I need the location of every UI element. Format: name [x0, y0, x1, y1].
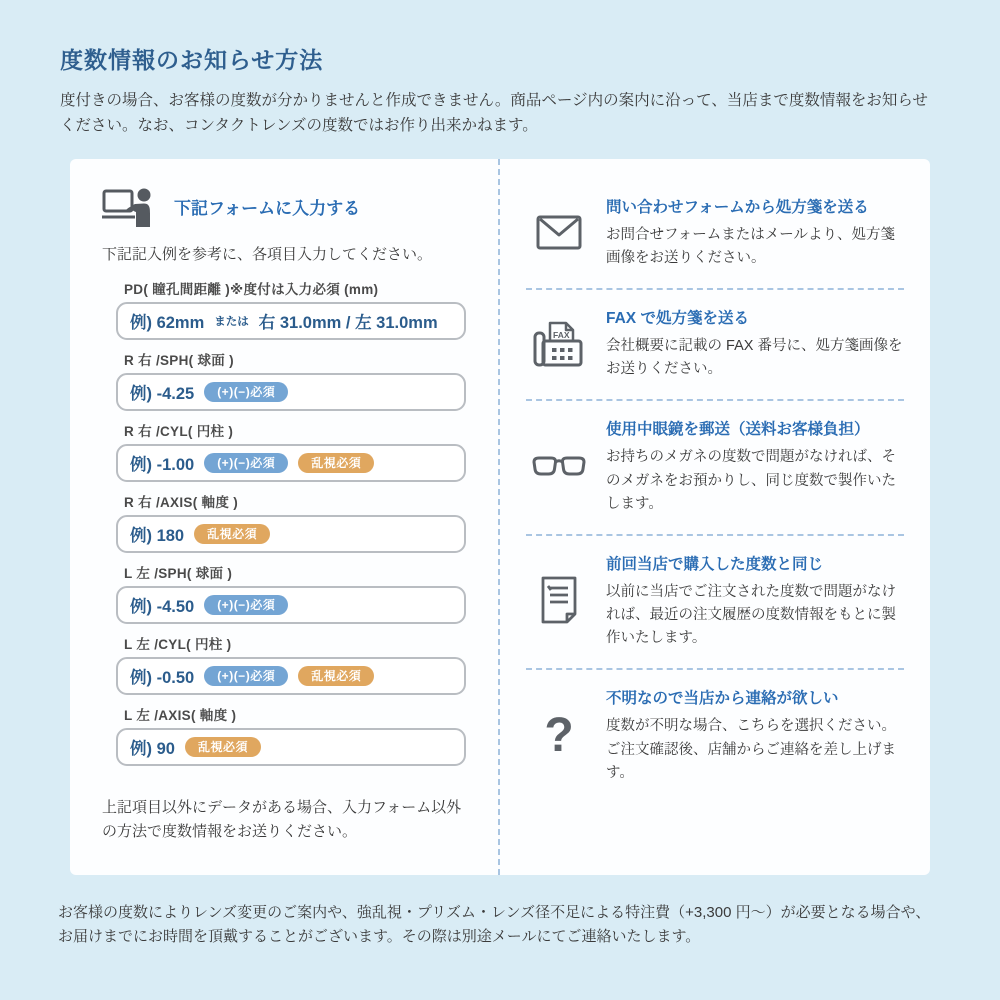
field-label: L 左 /AXIS( 軸度 )	[124, 707, 237, 723]
example-value-suffix: 右 31.0mm / 左 31.0mm	[258, 313, 438, 332]
method-description: 会社概要に記載の FAX 番号に、処方箋画像をお送りください。	[606, 337, 903, 378]
example-value: 例) 62mm	[130, 313, 205, 332]
sign-required-badge: (+)(−)必須	[204, 453, 288, 473]
prescription-info-card	[70, 159, 930, 875]
form-note: 上記項目以外にデータがある場合、入力フォーム以外の方法で度数情報をお送りください。	[102, 798, 462, 840]
contact-method	[526, 534, 904, 669]
method-title: 前回当店で購入した度数と同じ	[606, 555, 824, 573]
field-label: R 右 /SPH( 球面 )	[124, 352, 234, 368]
example-value: 例) -4.25	[130, 384, 195, 403]
form-header	[90, 187, 472, 227]
contact-method	[526, 179, 904, 288]
example-input-box	[116, 373, 466, 411]
person-at-computer-icon	[102, 187, 154, 227]
svg-text:FAX: FAX	[553, 329, 570, 340]
field-label: PD( 瞳孔間距離 )※度付は入力必須 (mm)	[124, 281, 379, 297]
footer-note: お客様の度数によりレンズ変更のご案内や、強乱視・プリズム・レンズ径不足による特注費（+3,300 円〜）が必要となる場合や、お届けまでにお時間を頂戴することがございます。その際は別途メールにてご連絡いたします。	[58, 903, 931, 946]
example-input-box	[116, 728, 466, 766]
example-value: 例) -0.50	[130, 668, 195, 687]
document-icon	[530, 552, 588, 651]
sign-required-badge: (+)(−)必須	[204, 666, 288, 686]
sign-required-badge: (+)(−)必須	[204, 595, 288, 615]
method-title: 使用中眼鏡を郵送（送料お客様負担）	[606, 421, 870, 439]
glasses-icon	[530, 417, 588, 516]
astigmatism-required-badge: 乱視必須	[194, 524, 270, 544]
example-note: または	[214, 315, 249, 328]
form-field	[116, 633, 466, 695]
example-value: 例) -1.00	[130, 455, 195, 474]
envelope-icon	[530, 195, 588, 270]
astigmatism-required-badge: 乱視必須	[298, 666, 374, 686]
contact-methods-column	[500, 159, 930, 875]
example-value: 例) 180	[130, 526, 185, 545]
method-description: 度数が不明な場合、こちらを選択ください。ご注文確認後、店舗からご連絡を差し上げます。	[606, 718, 896, 781]
method-title: 不明なので当店から連絡が欲しい	[606, 690, 839, 708]
method-title: FAX で処方箋を送る	[606, 309, 749, 327]
contact-method	[526, 288, 904, 399]
contact-method	[526, 668, 904, 803]
intro-text: 度付きの場合、お客様の度数が分かりませんと作成できません。商品ページ内の案内に沿って、当店まで度数情報をお知らせください。なお、コンタクトレンズの度数ではお作り出来かねます。	[60, 92, 928, 134]
method-description: お持ちのメガネの度数で問題がなければ、そのメガネをお預かりし、同じ度数で製作いたします。	[606, 449, 896, 512]
form-fields	[116, 278, 466, 766]
form-field	[116, 420, 466, 482]
example-input-box	[116, 515, 466, 553]
form-instruction: 下記記入例を参考に、各項目入力してください。	[102, 245, 433, 263]
form-section-title: 下記フォームに入力する	[174, 199, 361, 219]
example-value: 例) -4.50	[130, 597, 195, 616]
form-field	[116, 278, 466, 340]
method-title: 問い合わせフォームから処方箋を送る	[606, 198, 869, 216]
question-icon: ?	[544, 709, 574, 763]
example-input-box	[116, 657, 466, 695]
astigmatism-required-badge: 乱視必須	[298, 453, 374, 473]
example-input-box	[116, 302, 466, 340]
field-label: R 右 /AXIS( 軸度 )	[124, 494, 239, 510]
form-field	[116, 491, 466, 553]
form-field	[116, 562, 466, 624]
page-title: 度数情報のお知らせ方法	[60, 47, 324, 73]
contact-method	[526, 399, 904, 534]
field-label: R 右 /CYL( 円柱 )	[124, 423, 234, 439]
method-description: お問合せフォームまたはメールより、処方箋画像をお送りください。	[606, 226, 895, 266]
sign-required-badge: (+)(−)必須	[204, 382, 288, 402]
field-label: L 左 /SPH( 球面 )	[124, 565, 233, 581]
example-input-box	[116, 444, 466, 482]
form-example-column	[70, 159, 500, 875]
astigmatism-required-badge: 乱視必須	[185, 737, 261, 757]
fax-icon	[530, 306, 588, 381]
form-field	[116, 349, 466, 411]
example-input-box	[116, 586, 466, 624]
page-header	[0, 0, 1000, 139]
example-value: 例) 90	[130, 739, 175, 758]
method-description: 以前に当店でご注文された度数で問題がなければ、最近の注文履歴の度数情報をもとに製作いたします。	[606, 583, 896, 647]
form-field	[116, 704, 466, 766]
field-label: L 左 /CYL( 円柱 )	[124, 636, 232, 652]
